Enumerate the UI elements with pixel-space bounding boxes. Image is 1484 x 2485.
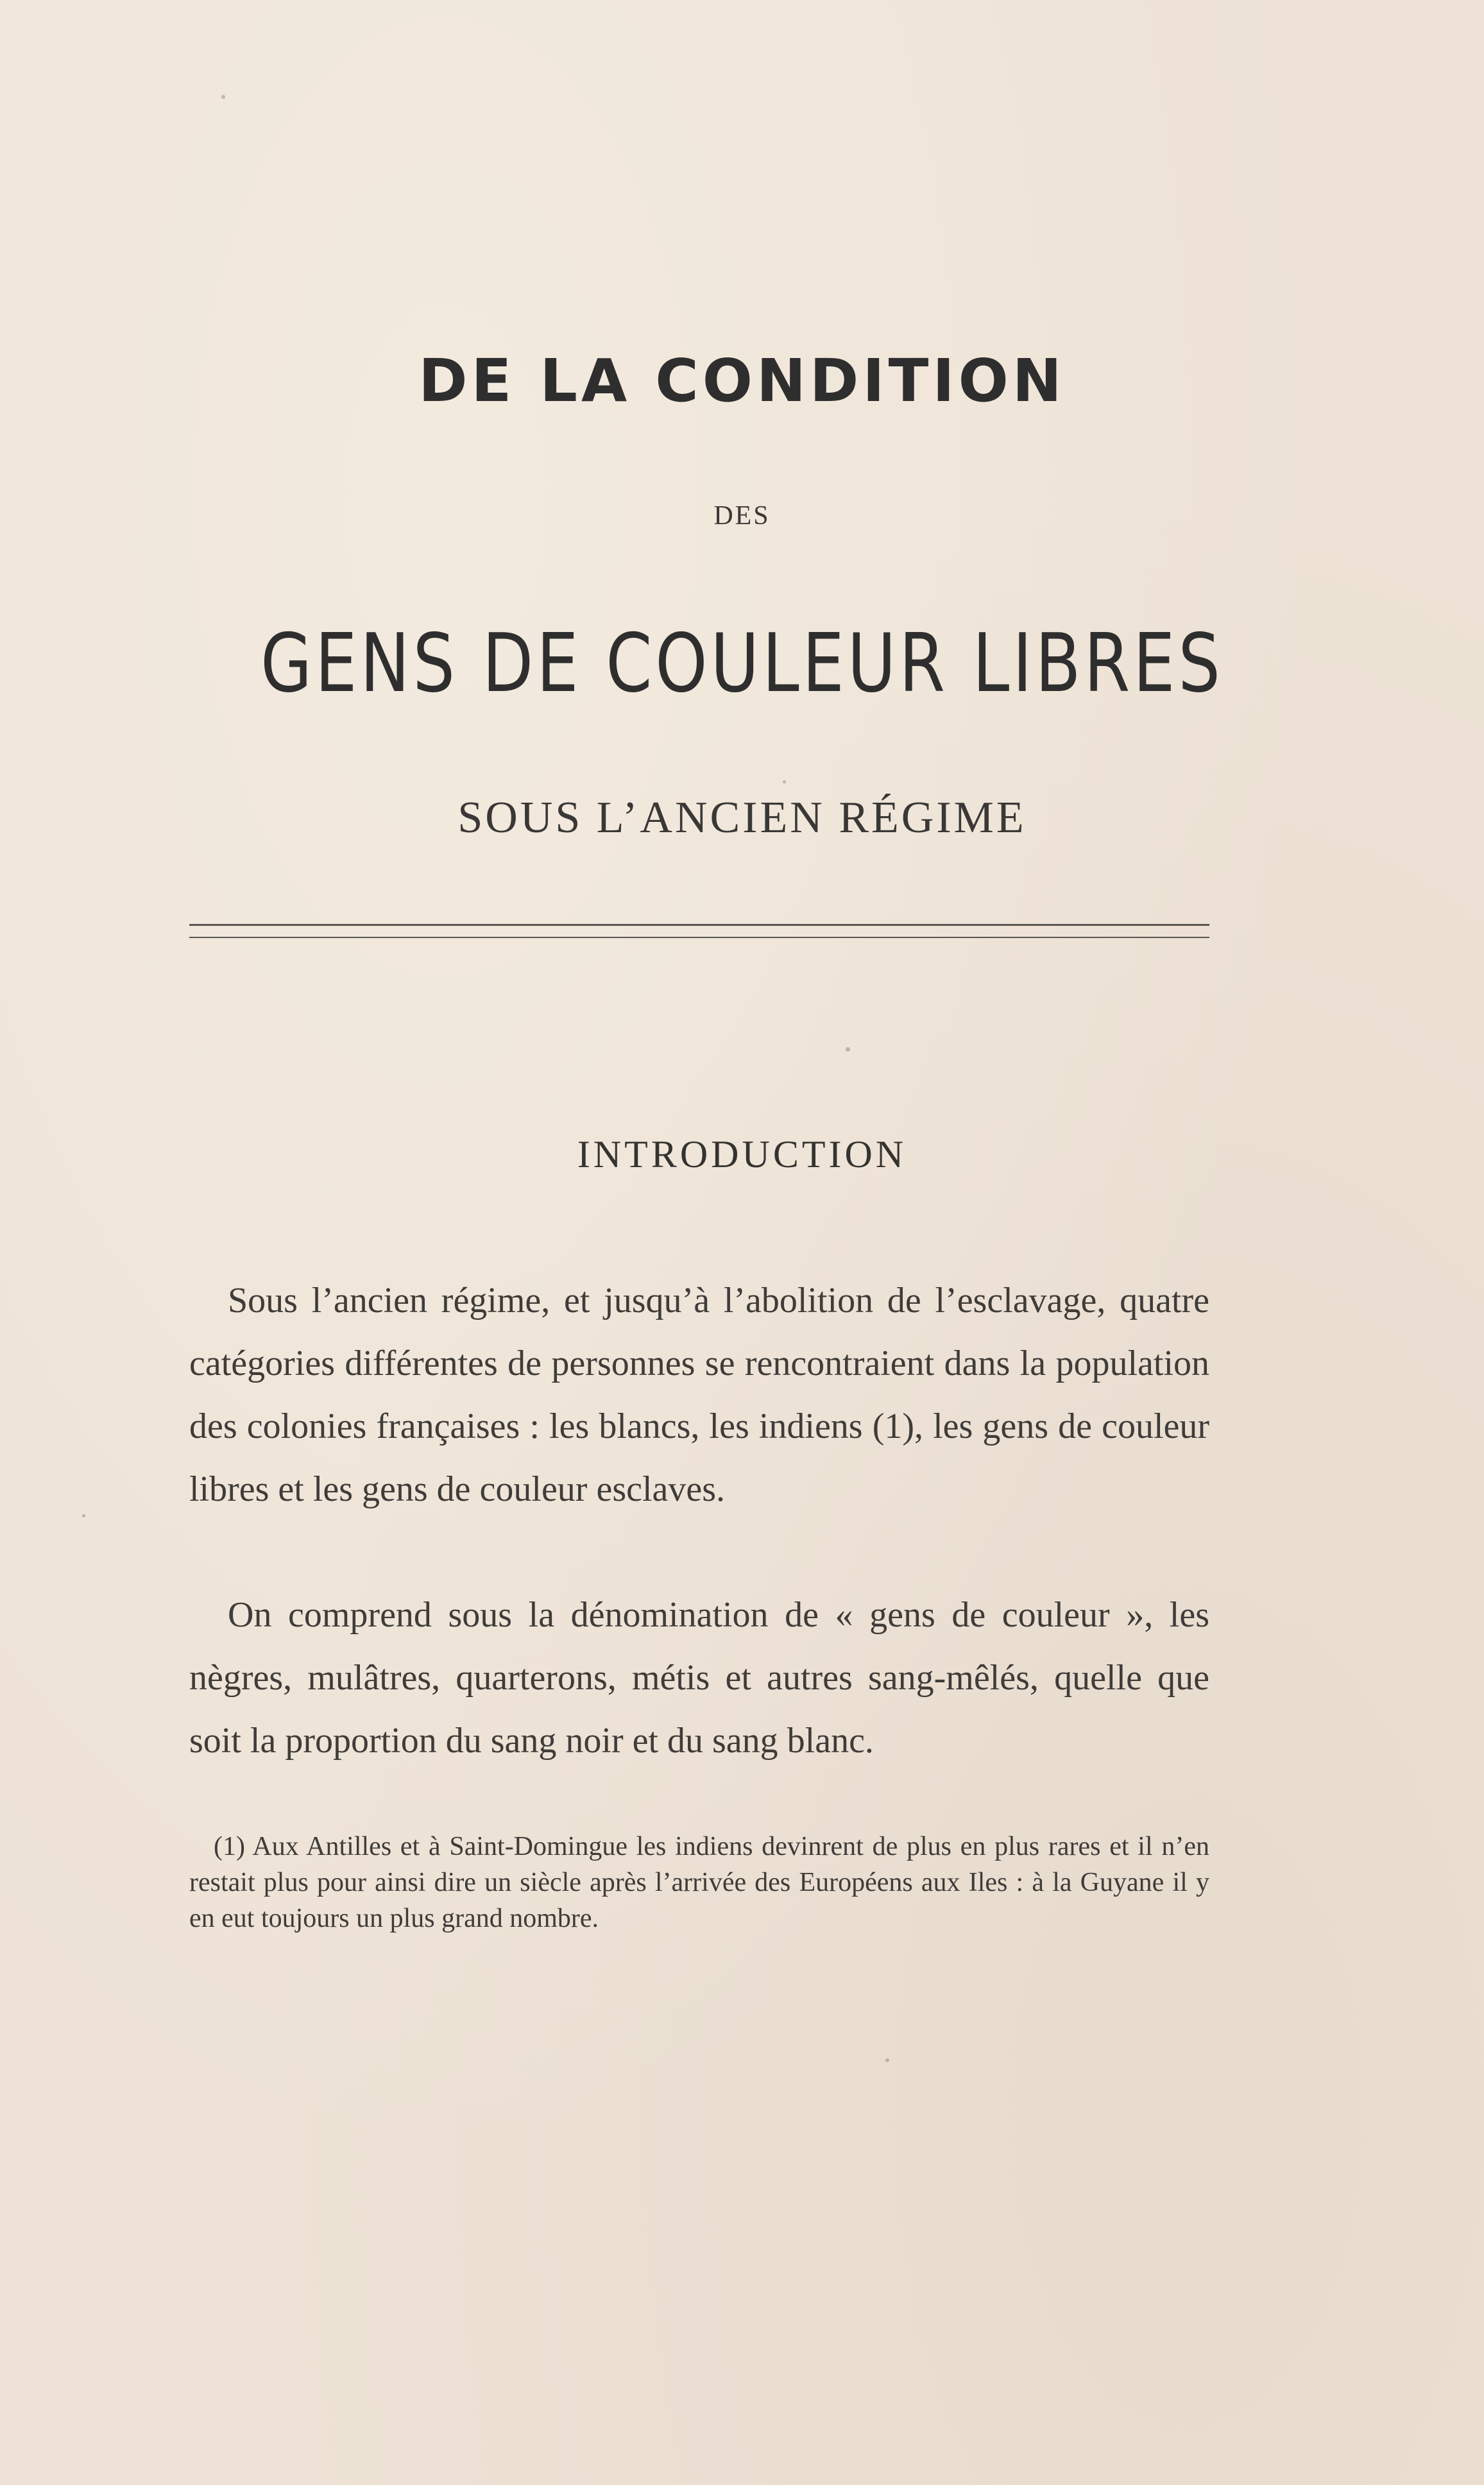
title-rule-top bbox=[189, 924, 1209, 926]
section-heading: INTRODUCTION bbox=[577, 1133, 907, 1175]
paper-speck bbox=[783, 780, 786, 783]
paper-speck bbox=[846, 1047, 850, 1052]
title-line-1: DE LA CONDITION bbox=[418, 346, 1066, 415]
title-line-2: DES bbox=[713, 501, 771, 531]
paper-speck bbox=[82, 1514, 85, 1517]
paper-speck bbox=[221, 95, 225, 99]
paragraph-2: On comprend sous la dénomination de « gens de couleur », les nègres, mulâtres, quarterons, métis et autres sang-mêlés, quelle que soit la proportion du sang noir et du sang blanc. bbox=[189, 1595, 1209, 1761]
paragraph-1: Sous l’ancien régime, et jusqu’à l’abolition de l’esclavage, quatre catégories différentes de personnes se rencontraient dans la population des colonies françaises : les blancs, les indiens (1), les gens de couleur libres et les gens de couleur esclaves. bbox=[189, 1281, 1209, 1509]
footnote: (1) Aux Antilles et à Saint-Domingue les indiens devinrent de plus en plus rares et il n’en restait plus pour ainsi dire un siècle après l’arrivée des Européens aux Iles : à la Guyane il y en eut toujours un plus grand nombre. bbox=[189, 1832, 1209, 1933]
title-rule-bottom bbox=[189, 937, 1209, 938]
paper-speck bbox=[885, 2058, 889, 2062]
title-line-4: SOUS L’ANCIEN RÉGIME bbox=[457, 793, 1027, 842]
title-line-3: GENS DE COULEUR LIBRES bbox=[260, 616, 1224, 710]
